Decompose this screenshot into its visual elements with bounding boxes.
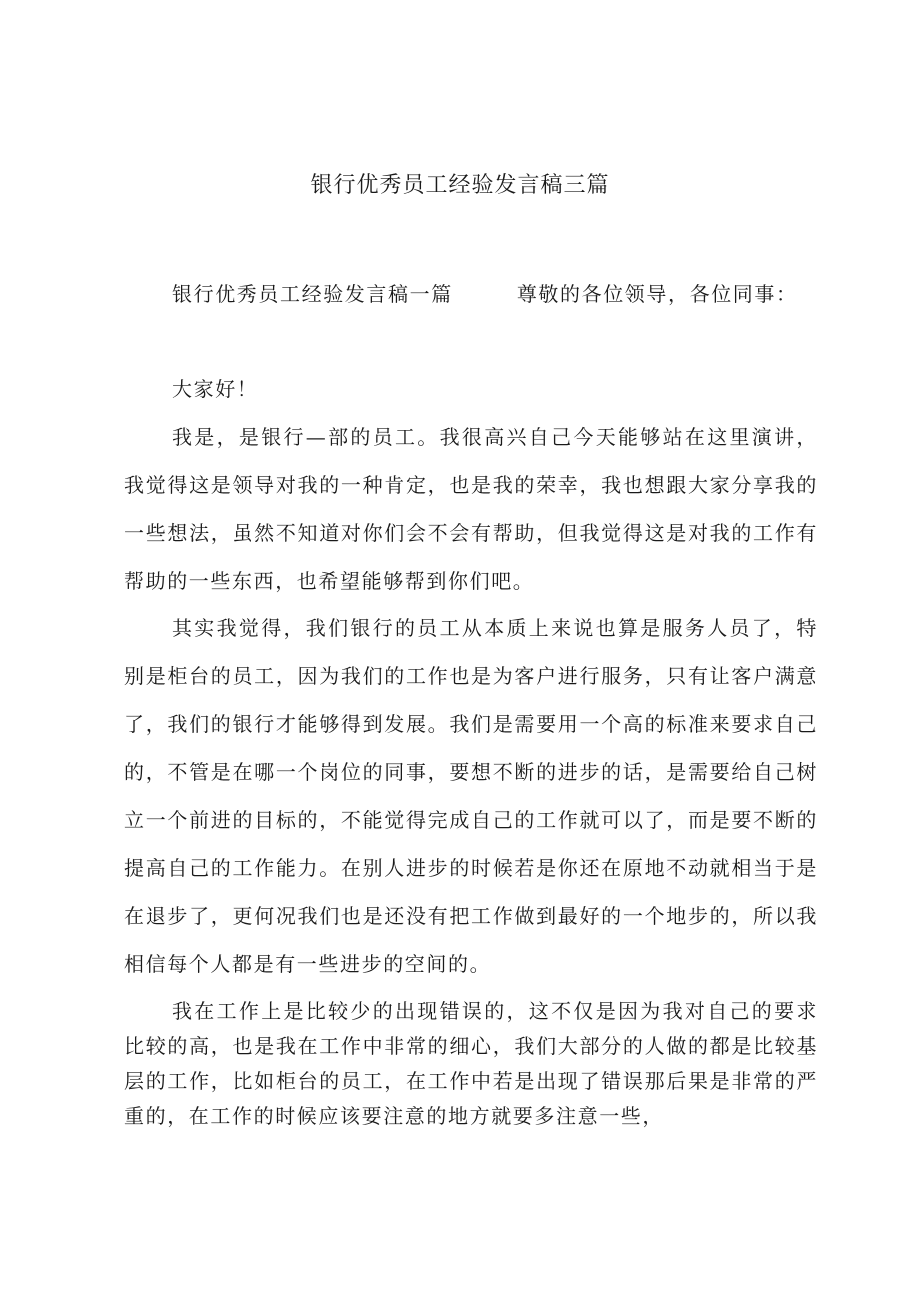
section-heading: 银行优秀员工经验发言稿一篇 (172, 282, 453, 306)
paragraph-greeting: 大家好！ (172, 377, 259, 401)
salutation-text: 尊敬的各位领导，各位同事： (516, 282, 798, 306)
paragraph-carefulness: 我在工作上是比较少的出现错误的，这不仅是因为我对自己的要求比较的高，也是我在工作中非常的细心，我们大部分的人做的都是比较基层的工作，比如柜台的员工，在工作中若是出现了错误那后果是非常的严重的，在工作的时候应该要注意的地方就要多注意一些， (124, 999, 818, 1128)
document-title: 银行优秀员工经验发言稿三篇 (310, 173, 610, 198)
paragraph-opening (124, 270, 818, 318)
paragraph-service: 其实我觉得，我们银行的员工从本质上来说也算是服务人员了，特别是柜台的员工，因为我们的工作也是为客户进行服务，只有让客户满意了，我们的银行才能够得到发展。我们是需要用一个高的标准来要求自己的，不管是在哪一个岗位的同事，要想不断的进步的话，是需要给自己树立一个前进的目标的，不能觉得完成自己的工作就可以了，而是要不断的提高自己的工作能力。在别人进步的时候若是你还在原地不动就相当于是在退步了，更何况我们也是还没有把工作做到最好的一个地步的，所以我相信每个人都是有一些进步的空间的。 (124, 616, 818, 976)
paragraph-intro: 我是，是银行—部的员工。我很高兴自己今天能够站在这里演讲，我觉得这是领导对我的一种肯定，也是我的荣幸，我也想跟大家分享我的一些想法，虽然不知道对你们会不会有帮助，但我觉得这是对我的工作有帮助的一些东西，也希望能够帮到你们吧。 (124, 425, 818, 593)
